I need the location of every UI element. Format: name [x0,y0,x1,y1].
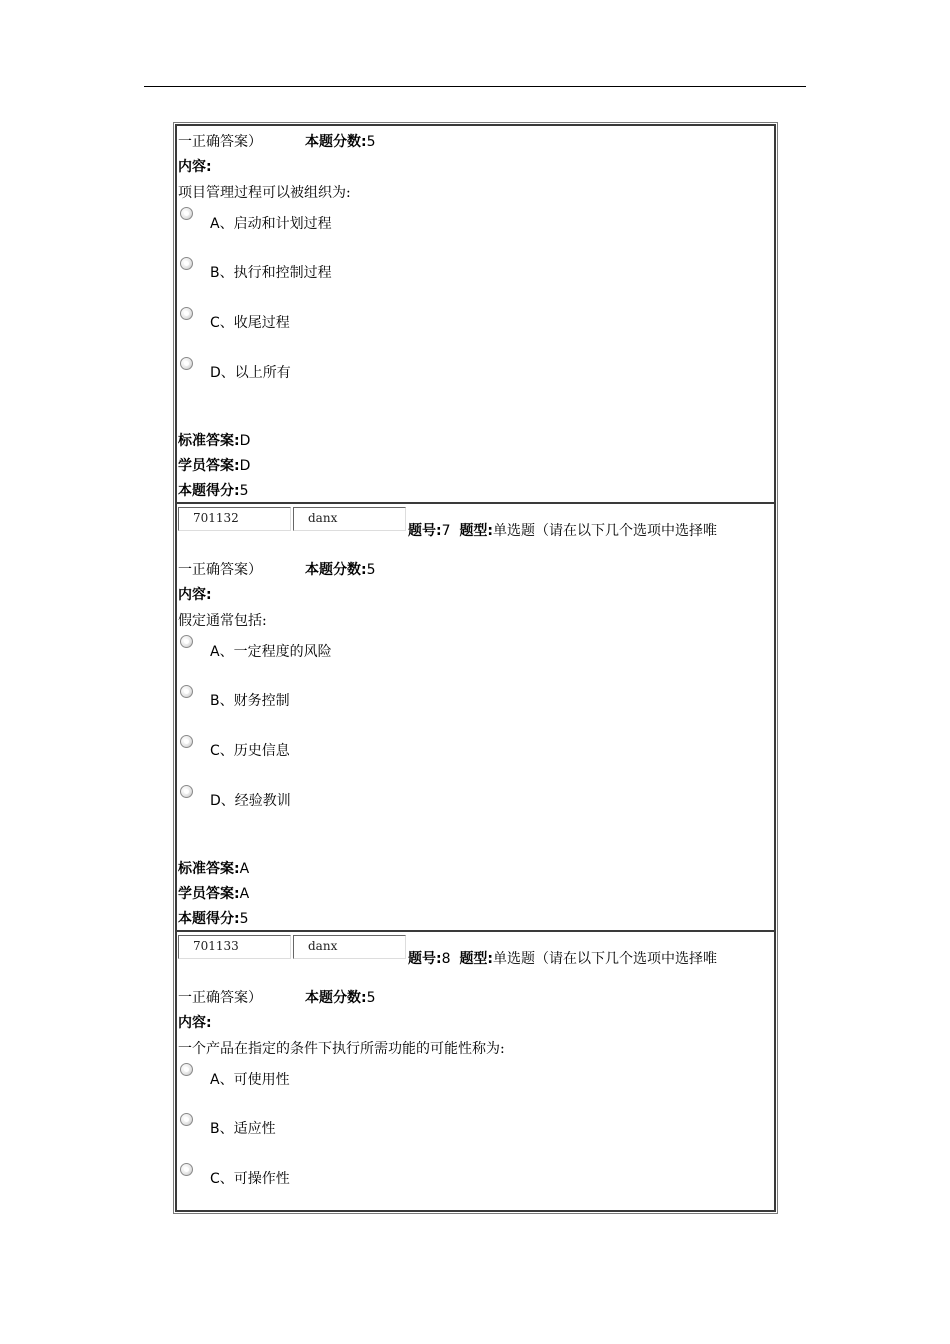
question-header: 题号:7 题型:单选题（请在以下几个选项中选择唯 [408,523,718,539]
question-content: 假定通常包括: [178,613,267,629]
option-d-radio[interactable] [180,785,193,798]
question-type-tail: 一正确答案） [178,134,262,150]
option-d-radio[interactable] [180,357,193,370]
option-a-label: A、一定程度的风险 [210,644,332,660]
option-a-label: A、可使用性 [210,1072,290,1088]
question-code-field[interactable]: danx [293,507,406,531]
option-c-radio[interactable] [180,307,193,320]
question-content: 一个产品在指定的条件下执行所需功能的可能性称为: [178,1041,505,1057]
question-points: 本题分数:5 [305,562,376,578]
option-a-radio[interactable] [180,207,193,220]
question-content: 项目管理过程可以被组织为: [178,185,351,201]
option-a-radio[interactable] [180,635,193,648]
question-type-tail: 一正确答案） [178,990,262,1006]
content-label: 内容: [178,159,212,175]
option-b-radio[interactable] [180,1113,193,1126]
content-label: 内容: [178,587,212,603]
option-c-label: C、历史信息 [210,743,290,759]
option-c-radio[interactable] [180,735,193,748]
option-a-label: A、启动和计划过程 [210,216,332,232]
standard-answer: 标准答案:A [178,861,250,877]
option-c-radio[interactable] [180,1163,193,1176]
option-b-label: B、执行和控制过程 [210,265,332,281]
option-b-radio[interactable] [180,257,193,270]
question-type-tail: 一正确答案） [178,562,262,578]
option-a-radio[interactable] [180,1063,193,1076]
question-separator [175,502,774,504]
option-b-label: B、财务控制 [210,693,290,709]
question-score: 本题得分:5 [178,483,249,499]
standard-answer: 标准答案:D [178,433,251,449]
content-label: 内容: [178,1015,212,1031]
option-c-label: C、收尾过程 [210,315,290,331]
question-id-field[interactable]: 701132 [178,507,291,531]
question-separator [175,930,774,932]
student-answer: 学员答案:D [178,458,251,474]
question-header: 题号:8 题型:单选题（请在以下几个选项中选择唯 [408,951,718,967]
option-b-label: B、适应性 [210,1121,276,1137]
question-points: 本题分数:5 [305,134,376,150]
option-d-label: D、以上所有 [210,365,291,381]
question-code-field[interactable]: danx [293,935,406,959]
question-id-field[interactable]: 701133 [178,935,291,959]
question-score: 本题得分:5 [178,911,249,927]
question-points: 本题分数:5 [305,990,376,1006]
top-rule [144,86,806,87]
option-c-label: C、可操作性 [210,1171,290,1187]
option-b-radio[interactable] [180,685,193,698]
student-answer: 学员答案:A [178,886,250,902]
option-d-label: D、经验教训 [210,793,291,809]
